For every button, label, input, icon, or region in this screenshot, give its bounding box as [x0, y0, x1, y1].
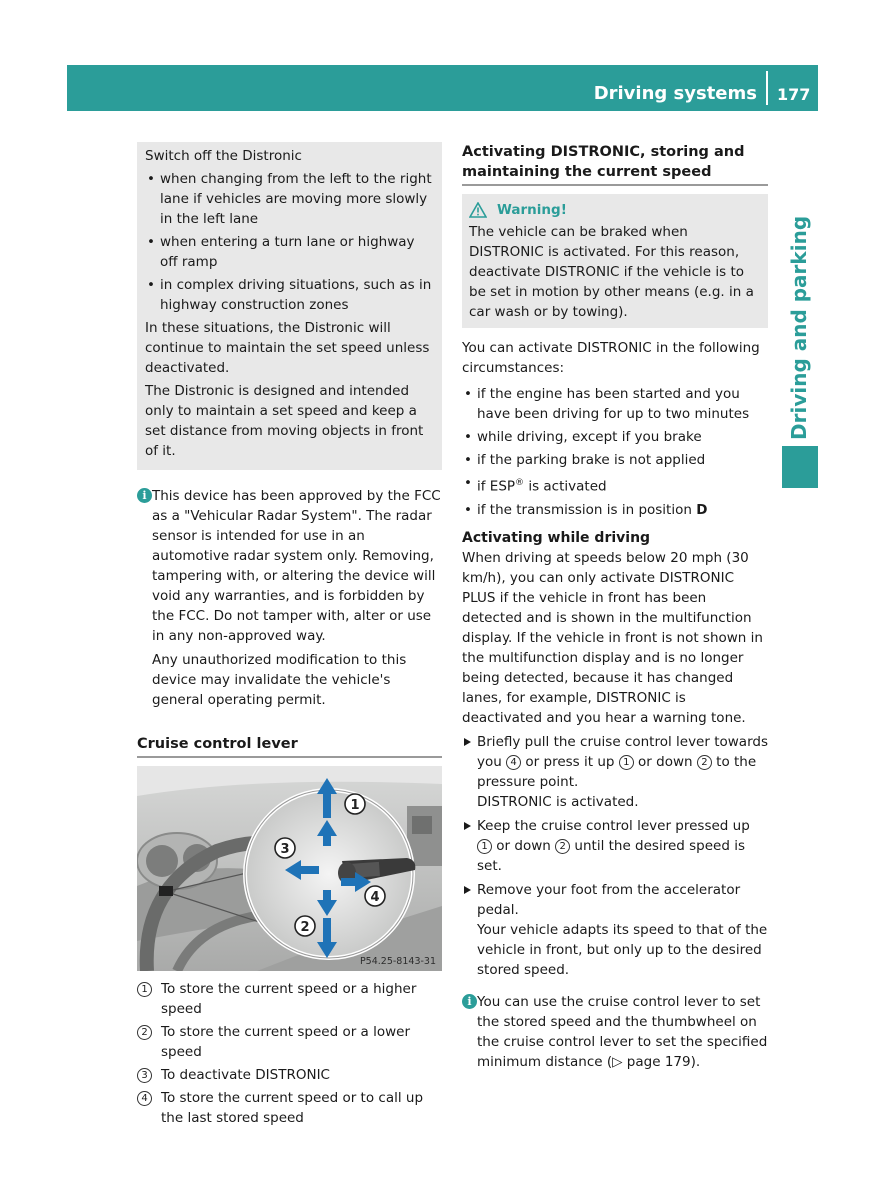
- cruise-control-lever-figure: [137, 766, 442, 971]
- distronic-note-box: [137, 142, 442, 470]
- legend-text: To store the current speed or a higher speed: [161, 981, 417, 1017]
- section-heading: Activating DISTRONIC, storing and maintaining the current speed: [462, 142, 768, 186]
- instruction-steps: [462, 732, 768, 980]
- info-icon: i: [462, 994, 477, 1009]
- step-result: Your vehicle adapts its speed to that of the vehicle in front, but only up to the desired stored speed.: [477, 921, 768, 978]
- step-text: Keep the cruise control lever pressed up: [477, 817, 750, 834]
- legend-text: To store the current speed or a lower speed: [161, 1024, 411, 1060]
- step-text: until the desired speed is set.: [477, 837, 745, 874]
- callout-number: 2: [137, 1025, 152, 1040]
- legend-item: [137, 979, 442, 1019]
- callout-number: 4: [137, 1091, 152, 1106]
- lever-info-note: [462, 992, 768, 1072]
- callout-number: 1: [619, 755, 634, 770]
- callout-1: 1: [350, 798, 360, 813]
- left-column: [137, 142, 442, 1131]
- callout-number: 1: [477, 839, 492, 854]
- transmission-text: if the transmission is in position: [477, 501, 697, 518]
- step-text: to the pressure point.: [477, 753, 757, 790]
- step-text: or down: [492, 837, 556, 854]
- right-column: [462, 142, 768, 1072]
- step-item: [462, 732, 768, 812]
- step-text: Remove your foot from the accelerator pedal.: [477, 881, 741, 918]
- callout-number: 1: [137, 982, 152, 997]
- cruise-control-section: [137, 734, 442, 1128]
- legend-item: [137, 1088, 442, 1128]
- callout-number: 4: [506, 755, 521, 770]
- list-item: • when changing from the left to the right lane if vehicles are moving more slowly in the left lane: [145, 169, 435, 229]
- info-paragraph: Any unauthorized modification to this device may invalidate the vehicle's general operating permit.: [152, 652, 407, 708]
- info-text: You can use the cruise control lever to set the stored speed and the thumbwheel on the cruise control lever to set the specified minimum distance (: [477, 993, 768, 1070]
- callout-number: 2: [697, 755, 712, 770]
- step-text: Briefly pull the cruise control lever towards you: [477, 733, 768, 770]
- fcc-info-note: [137, 486, 442, 710]
- warning-triangle-icon: [469, 202, 487, 218]
- legend-item: [137, 1065, 442, 1085]
- section-title: Driving systems: [593, 83, 757, 104]
- warning-box: [462, 194, 768, 328]
- list-item: • when entering a turn lane or highway off ramp: [145, 232, 435, 272]
- callout-number: 3: [137, 1068, 152, 1083]
- page-header: [67, 65, 818, 111]
- figure-legend: [137, 979, 442, 1128]
- esp-text-tail: is activated: [524, 478, 607, 495]
- step-result: DISTRONIC is activated.: [477, 793, 639, 810]
- gear-position: D: [696, 501, 708, 518]
- box-intro: Switch off the Distronic: [145, 148, 302, 164]
- chapter-tab-label: Driving and parking: [787, 215, 811, 440]
- callout-2: 2: [300, 920, 310, 935]
- list-item: • if the engine has been started and you have been driving for up to two minutes: [462, 384, 768, 424]
- warning-label: Warning!: [497, 202, 567, 218]
- chapter-tab: [780, 215, 818, 440]
- subsection-paragraph: When driving at speeds below 20 mph (30 km/h), you can only activate DISTRONIC PLUS if the vehicle in front has been detected and is shown in the multifunction display. If the vehicle in front is not shown in the multifunction display and is no longer being detected, because it has changed lanes, for example, DISTRONIC is deactivated and you hear a warning tone.: [462, 549, 763, 726]
- list-item: • if the parking brake is not applied: [462, 450, 768, 470]
- callout-number: 2: [555, 839, 570, 854]
- subsection-heading: Activating while driving: [462, 529, 651, 546]
- warning-heading: [469, 200, 761, 220]
- step-item: [462, 816, 768, 876]
- callout-3: 3: [280, 842, 290, 857]
- box-paragraph: In these situations, the Distronic will continue to maintain the set speed unless deactivated.: [145, 320, 430, 376]
- step-text: or down: [633, 753, 697, 770]
- esp-text: if ESP: [477, 478, 516, 495]
- list-item: [462, 500, 768, 520]
- list-item: • while driving, except if you brake: [462, 427, 768, 447]
- box-bullet-list: [145, 169, 435, 315]
- callout-4: 4: [370, 890, 380, 905]
- legend-item: [137, 1022, 442, 1062]
- step-item: [462, 880, 768, 980]
- page-ref-arrow-icon: ▷: [612, 1053, 623, 1070]
- step-text: or press it up: [521, 753, 619, 770]
- chapter-marker: [782, 446, 818, 488]
- info-paragraph: This device has been approved by the FCC as a "Vehicular Radar System". The radar sensor is intended for use in an automotive radar system only. Removing, tampering with, or altering the device will void any warranties, and is forbidden by the FCC. Do not tamper with, alter or use in any non-approved way.: [152, 488, 441, 644]
- warning-text: The vehicle can be braked when DISTRONIC is activated. For this reason, deactivate DISTRONIC if the vehicle is to be set in motion by other means (e.g. in a car wash or by towing).: [469, 224, 754, 320]
- figure-code: P54.25-8143-31: [359, 956, 436, 967]
- list-item: • in complex driving situations, such as in highway construction zones: [145, 275, 435, 315]
- registered-mark: ®: [515, 478, 525, 488]
- legend-text: To store the current speed or to call up the last stored speed: [161, 1090, 424, 1126]
- legend-text: To deactivate DISTRONIC: [161, 1067, 330, 1083]
- section-heading: Cruise control lever: [137, 734, 442, 758]
- list-item: [462, 473, 768, 497]
- conditions-list: [462, 384, 768, 520]
- page-number: 177: [777, 85, 811, 104]
- box-paragraph: The Distronic is designed and intended only to maintain a set speed and keep a set distance from moving objects in front of it.: [145, 383, 424, 459]
- info-icon: i: [137, 488, 152, 503]
- page-reference[interactable]: page 179).: [622, 1053, 701, 1070]
- steering-wheel-illustration: [137, 766, 442, 971]
- header-divider: [766, 71, 768, 105]
- intro-paragraph: You can activate DISTRONIC in the following circumstances:: [462, 340, 760, 376]
